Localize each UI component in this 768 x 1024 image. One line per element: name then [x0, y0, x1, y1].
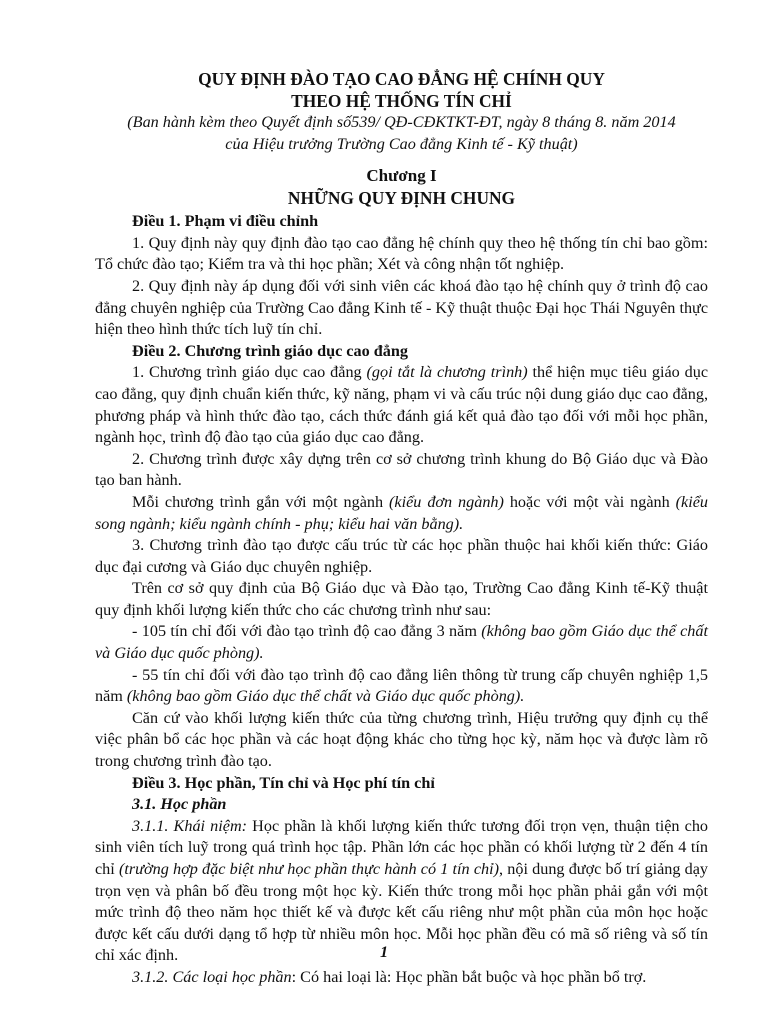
article-2-paragraph-2: 2. Chương trình được xây dựng trên cơ sở chương trình khung do Bộ Giáo dục và Đào tạo ban hành. [95, 449, 708, 490]
article-2-paragraph-3 [95, 492, 708, 535]
italic-run: (gọi tắt là chương trình) [366, 363, 528, 382]
text-run: hoặc với một vài ngành [503, 492, 676, 511]
article-1-paragraph-1: 1. Quy định này quy định đào tạo cao đẳng hệ chính quy theo hệ thống tín chỉ bao gồm: Tổ chức đào tạo; Kiểm tra và thi học phần; Xét và công nhận tốt nghiệp. [95, 233, 708, 274]
article-2-paragraph-5: Trên cơ sở quy định của Bộ Giáo dục và Đào tạo, Trường Cao đẳng Kinh tế-Kỹ thuật quy định khối lượng kiến thức cho các chương trình như sau: [95, 579, 708, 619]
italic-run: (không bao gồm Giáo dục thể chất và Giáo dục quốc phòng). [95, 622, 708, 663]
italic-run: 3.1.2. Các loại học phần [132, 967, 292, 986]
article-2-paragraph-7 [95, 665, 708, 708]
text-run: : Có hai loại là: Học phần bắt buộc và học phần bổ trợ. [291, 967, 647, 986]
section-3-1-heading: 3.1. Học phần [132, 795, 227, 814]
article-2-heading: Điều 2. Chương trình giáo dục cao đẳng [132, 341, 408, 360]
text-run: - 105 tín chỉ đối với đào tạo trình độ cao đẳng 3 năm [132, 622, 482, 641]
article-1-heading: Điều 1. Phạm vi điều chỉnh [132, 212, 319, 231]
document-subtitle-line1: (Ban hành kèm theo Quyết định số539/ QĐ-CĐKTKT-ĐT, ngày 8 tháng 8. năm 2014 [127, 113, 676, 131]
article-2-paragraph-4: 3. Chương trình đào tạo được cấu trúc từ các học phần thuộc hai khối kiến thức: Giáo dục đại cương và Giáo dục chuyên nghiệp. [95, 536, 708, 576]
text-run: Mỗi chương trình gắn với một ngành [132, 492, 390, 511]
text-run: 1. Chương trình giáo dục cao đẳng [132, 363, 367, 382]
italic-run: (không bao gồm Giáo dục thể chất và Giáo dục quốc phòng). [126, 687, 525, 706]
article-2-paragraph-6 [95, 621, 708, 664]
italic-run: (trường hợp đặc biệt như học phần thực hành có 1 tín chỉ) [118, 860, 500, 878]
chapter-number: Chương I [366, 166, 437, 186]
chapter-name: NHỮNG QUY ĐỊNH CHUNG [287, 188, 516, 209]
article-3-paragraph-2 [95, 967, 708, 989]
text-run: - 55 tín chỉ đối với đào tạo trình độ cao đẳng liên thông từ trung cấp chuyên nghiệp 1,5 năm [95, 665, 708, 706]
article-2-paragraph-1 [95, 362, 708, 448]
text-run: thể hiện mục tiêu giáo dục cao đẳng, quy định chuẩn kiến thức, kỹ năng, phạm vi và cấu trúc nội dung giáo dục cao đẳng, phương pháp và hình thức đào tạo, cách thức đánh giá kết quả đào tạo đối với mỗi học phần, ngành học, trình độ đào tạo của giáo dục cao đẳng. [95, 363, 709, 447]
italic-run: (kiểu song ngành; kiểu ngành chính - phụ; kiểu hai văn bằng). [95, 492, 709, 533]
document-subtitle-line2: của Hiệu trưởng Trường Cao đẳng Kinh tế - Kỹ thuật) [225, 134, 578, 153]
document-title-line2: THEO HỆ THỐNG TÍN CHỈ [291, 91, 512, 111]
article-3-heading: Điều 3. Học phần, Tín chỉ và Học phí tín chỉ [132, 773, 435, 792]
page-number: 1 [379, 943, 389, 961]
text-run: , nội dung được bố trí giảng dạy trọn vẹn và phân bố đều trong một học kỳ. Kiến thức trong mỗi học phần phải gắn với một mức trình độ theo năm học thiết kế và được kết cấu riêng như một phần của môn học hoặc được kết cấu dưới dạng tổ hợp từ nhiều môn học. Mỗi học phần đều có mã số riêng và số tín chỉ xác định. [95, 860, 709, 965]
article-2-paragraph-8: Căn cứ vào khối lượng kiến thức của từng chương trình, Hiệu trưởng quy định cụ thể việc phân bổ các học phần và các hoạt động khác cho từng học kỳ, năm học và được làm rõ trong chương trình đào tạo. [95, 708, 708, 771]
text-run: Học phần là khối lượng kiến thức tương đối trọn vẹn, thuận tiện cho sinh viên tích luỹ trong quá trình học tập. Phần lớn các học phần có khối lượng từ 2 đến 4 tín chỉ [95, 816, 709, 878]
article-1-paragraph-2: 2. Quy định này áp dụng đối với sinh viên các khoá đào tạo hệ chính quy ở trình độ cao đẳng chuyên nghiệp của Trường Cao đẳng Kinh tế - Kỹ thuật thuộc Đại học Thái Nguyên thực hiện theo hình thức tích luỹ tín chỉ. [95, 276, 708, 339]
italic-run: (kiểu đơn ngành) [389, 492, 504, 511]
document-title-line1: QUY ĐỊNH ĐÀO TẠO CAO ĐẲNG HỆ CHÍNH QUY [198, 69, 605, 89]
italic-run: 3.1.1. Khái niệm: [132, 816, 248, 835]
